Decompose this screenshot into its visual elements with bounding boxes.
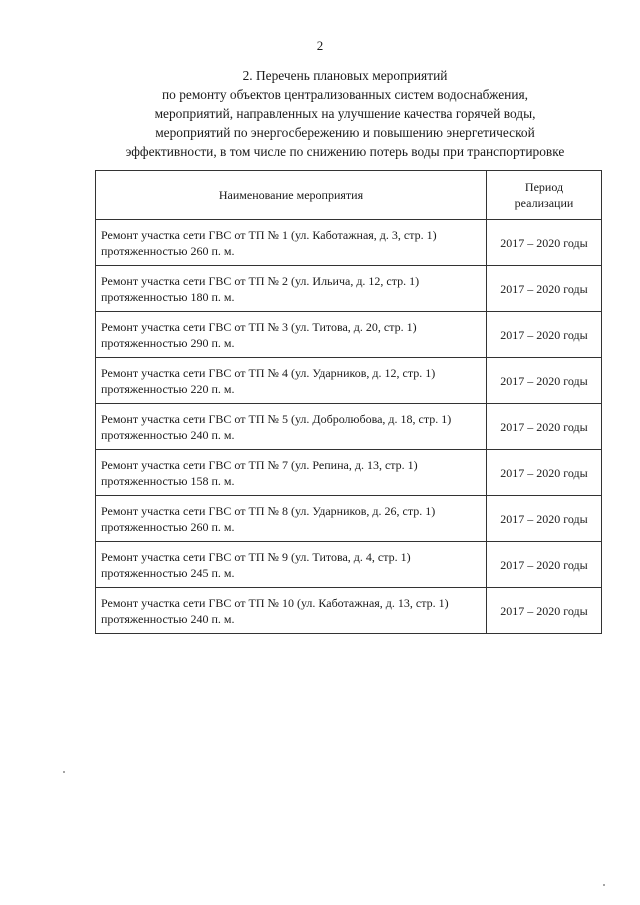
period-cell: 2017 – 2020 годы — [487, 220, 602, 266]
period-cell: 2017 – 2020 годы — [487, 358, 602, 404]
measure-length: протяженностью 260 п. м. — [101, 519, 235, 534]
measure-line: Ремонт участка сети ГВС от ТП № 9 (ул. Титова, д. 4, стр. 1) — [101, 549, 411, 564]
period-cell: 2017 – 2020 годы — [487, 404, 602, 450]
scan-speck — [63, 771, 65, 773]
table-row — [96, 588, 602, 634]
table-row — [96, 312, 602, 358]
measure-line: Ремонт участка сети ГВС от ТП № 5 (ул. Добролюбова, д. 18, стр. 1) — [101, 411, 452, 426]
measure-cell — [96, 542, 487, 588]
table-row — [96, 220, 602, 266]
measure-length: протяженностью 180 п. м. — [101, 289, 235, 304]
period-cell: 2017 – 2020 годы — [487, 588, 602, 634]
measure-cell — [96, 450, 487, 496]
period-cell: 2017 – 2020 годы — [487, 542, 602, 588]
measure-cell — [96, 266, 487, 312]
table-row — [96, 450, 602, 496]
measure-line: Ремонт участка сети ГВС от ТП № 7 (ул. Репина, д. 13, стр. 1) — [101, 457, 418, 472]
measure-line: Ремонт участка сети ГВС от ТП № 4 (ул. Ударников, д. 12, стр. 1) — [101, 365, 436, 380]
header-period-line: реализации — [514, 196, 574, 210]
page-number: 2 — [316, 38, 324, 53]
document-title — [60, 66, 630, 161]
measure-length: протяженностью 245 п. м. — [101, 565, 235, 580]
measure-cell — [96, 358, 487, 404]
measures-table — [95, 170, 602, 634]
header-measure-name: Наименование мероприятия — [96, 171, 487, 220]
table-row — [96, 358, 602, 404]
measure-length: протяженностью 220 п. м. — [101, 381, 235, 396]
measure-line: Ремонт участка сети ГВС от ТП № 8 (ул. Ударников, д. 26, стр. 1) — [101, 503, 436, 518]
period-cell: 2017 – 2020 годы — [487, 496, 602, 542]
measure-length: протяженностью 290 п. м. — [101, 335, 235, 350]
table-row — [96, 266, 602, 312]
table-row — [96, 404, 602, 450]
header-period — [487, 171, 602, 220]
measure-length: протяженностью 240 п. м. — [101, 427, 235, 442]
measure-length: протяженностью 158 п. м. — [101, 473, 235, 488]
measure-line: Ремонт участка сети ГВС от ТП № 10 (ул. Каботажная, д. 13, стр. 1) — [101, 595, 449, 610]
period-cell: 2017 – 2020 годы — [487, 450, 602, 496]
title-line: по ремонту объектов централизованных систем водоснабжения, — [161, 87, 529, 102]
table-header-row — [96, 171, 602, 220]
table-row — [96, 542, 602, 588]
title-line: мероприятий, направленных на улучшение качества горячей воды, — [154, 106, 536, 121]
title-line: мероприятий по энергосбережению и повышению энергетической — [155, 125, 535, 140]
measure-cell — [96, 312, 487, 358]
period-cell: 2017 – 2020 годы — [487, 312, 602, 358]
measure-length: протяженностью 240 п. м. — [101, 611, 235, 626]
scan-speck — [603, 884, 605, 886]
measure-line: Ремонт участка сети ГВС от ТП № 1 (ул. Каботажная, д. 3, стр. 1) — [101, 227, 437, 242]
table-row — [96, 496, 602, 542]
title-line: эффективности, в том числе по снижению потерь воды при транспортировке — [125, 144, 565, 159]
period-cell: 2017 – 2020 годы — [487, 266, 602, 312]
measure-line: Ремонт участка сети ГВС от ТП № 3 (ул. Титова, д. 20, стр. 1) — [101, 319, 417, 334]
measure-cell — [96, 404, 487, 450]
measure-cell — [96, 220, 487, 266]
measure-cell — [96, 496, 487, 542]
measure-cell — [96, 588, 487, 634]
title-line: 2. Перечень плановых мероприятий — [242, 68, 448, 83]
measure-line: Ремонт участка сети ГВС от ТП № 2 (ул. Ильича, д. 12, стр. 1) — [101, 273, 420, 288]
measure-length: протяженностью 260 п. м. — [101, 243, 235, 258]
header-period-line: Период — [524, 180, 564, 194]
